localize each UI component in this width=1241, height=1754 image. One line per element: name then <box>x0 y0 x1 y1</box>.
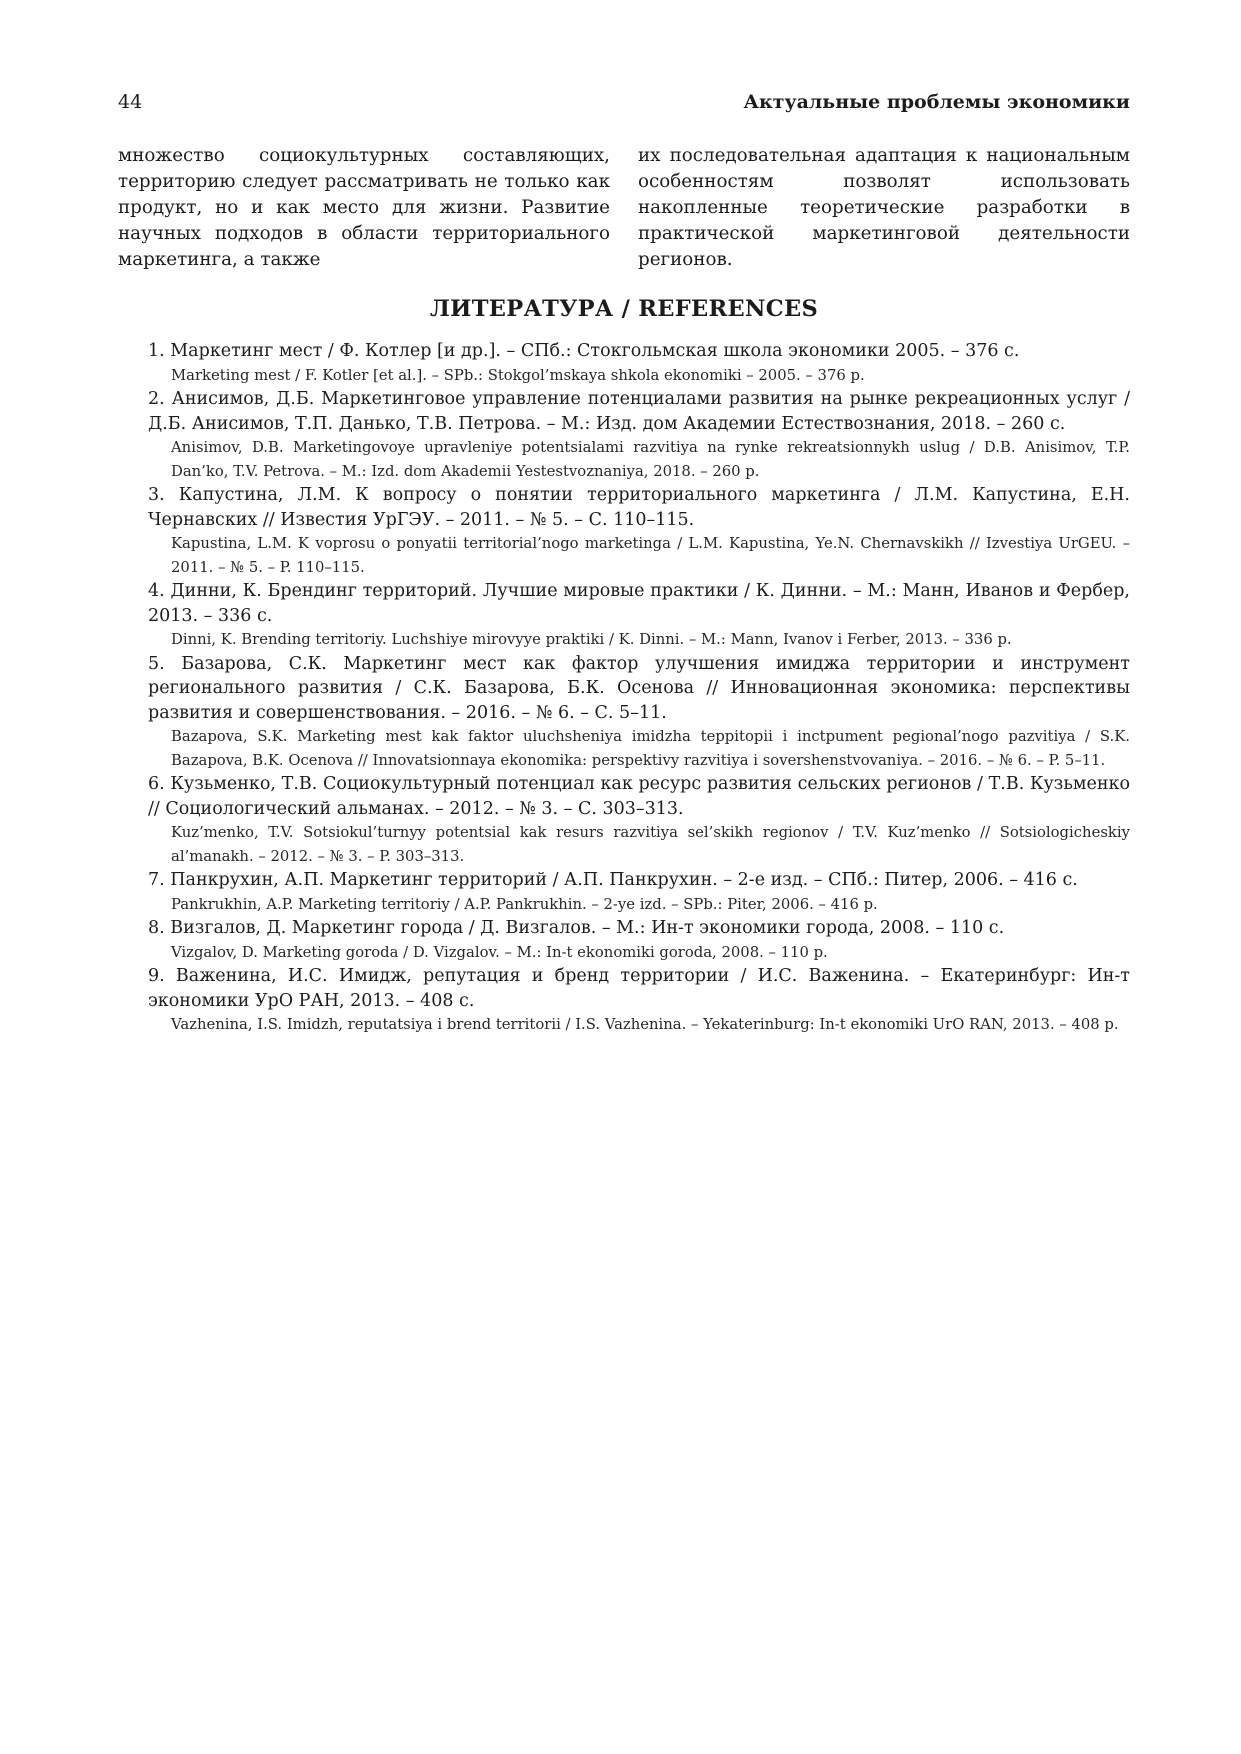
reference-item-5 <box>148 652 1130 773</box>
reference-en: Bazapova, S.K. Marketing mest kak faktor uluchsheniya imidzha teppitopii i inctpument pegional’nogo pazvitiya / S.K. Bazapova, B.K. Ocenova // Innovatsionnaya ekonomika: perspektivy razvitiya i sovershenstvovaniya. – 2016. – № 6. – P. 5–11. <box>171 728 1130 769</box>
page-number: 44 <box>118 91 143 113</box>
reference-item-7 <box>148 868 1130 916</box>
reference-en: Vazhenina, I.S. Imidzh, reputatsiya i brend territorii / I.S. Vazhenina. – Yekaterinburg: In-t ekonomiki UrO RAN, 2013. – 408 p. <box>171 1016 1119 1033</box>
running-header <box>118 88 1130 116</box>
reference-item-1 <box>148 339 1130 387</box>
document-page <box>118 0 1130 1754</box>
reference-item-4 <box>148 579 1130 652</box>
reference-ru: 1. Маркетинг мест / Ф. Котлер [и др.]. – СПб.: Стокгольмская школа экономики 2005. – 376 с. <box>148 341 1020 361</box>
reference-en: Vizgalov, D. Marketing goroda / D. Vizgalov. – M.: In-t ekonomiki goroda, 2008. – 110 p. <box>171 943 828 961</box>
references-heading: ЛИТЕРАТУРА / REFERENCES <box>429 296 818 322</box>
reference-item-2 <box>148 387 1130 483</box>
reference-ru: 2. Анисимов, Д.Б. Маркетинговое управление потенциалами развития на рынке рекреационных услуг / Д.Б. Анисимов, Т.П. Данько, Т.В. Петрова. – М.: Изд. дом Академии Естествознания, 2018. – 260 с. <box>148 389 1130 434</box>
reference-en: Kuz’menko, T.V. Sotsiokul’turnyy potentsial kak resurs razvitiya sel’skikh regionov / T.V. Kuz’menko // Sotsiologicheskiy al’manakh. – 2012. – № 3. – P. 303–313. <box>171 824 1130 865</box>
reference-item-9 <box>148 964 1130 1037</box>
reference-item-3 <box>148 483 1130 579</box>
reference-item-8 <box>148 916 1130 964</box>
reference-ru: 9. Важенина, И.С. Имидж, репутация и бренд территории / И.С. Важенина. – Екатеринбург: Ин-т экономики УрО РАН, 2013. – 408 с. <box>148 966 1130 1011</box>
reference-ru: 4. Динни, К. Брендинг территорий. Лучшие мировые практики / К. Динни. – М.: Манн, Иванов и Фербер, 2013. – 336 с. <box>148 581 1130 626</box>
reference-en: Pankrukhin, A.P. Marketing territoriy / A.P. Pankrukhin. – 2-ye izd. – SPb.: Piter, 2006. – 416 p. <box>171 895 878 913</box>
reference-ru: 7. Панкрухин, А.П. Маркетинг территорий / А.П. Панкрухин. – 2-е изд. – СПб.: Питер, 2006. – 416 с. <box>148 870 1078 890</box>
reference-en: Dinni, K. Brending territoriy. Luchshiye mirovyye praktiki / K. Dinni. – M.: Mann, Ivanov i Ferber, 2013. – 336 p. <box>171 631 1012 648</box>
reference-en: Kapustina, L.M. K voprosu o ponyatii territorial’nogo marketinga / L.M. Kapustina, Ye.N. Chernavskikh // Izvestiya UrGEU. – 2011. – № 5. – P. 110–115. <box>171 535 1130 576</box>
reference-ru: 3. Капустина, Л.М. К вопросу о понятии территориального маркетинга / Л.М. Капустина, Е.Н. Чернавских // Известия УрГЭУ. – 2011. – № 5. – С. 110–115. <box>148 485 1130 530</box>
reference-en: Anisimov, D.B. Marketingovoye upravleniye potentsialami razvitiya na rynke rekreatsionnykh uslug / D.B. Anisimov, T.P. Dan’ko, T.V. Petrova. – M.: Izd. dom Akademii Yestestvoznaniya, 2018. – 260 p. <box>171 439 1130 480</box>
reference-en: Marketing mest / F. Kotler [et al.]. – SPb.: Stokgol’mskaya shkola ekonomiki – 2005. – 376 p. <box>171 366 865 384</box>
journal-title: Актуальные проблемы экономики <box>743 91 1130 113</box>
reference-ru: 8. Визгалов, Д. Маркетинг города / Д. Визгалов. – М.: Ин-т экономики города, 2008. – 110 с. <box>148 918 1005 938</box>
reference-ru: 6. Кузьменко, Т.В. Социокультурный потенциал как ресурс развития сельских регионов / Т.В. Кузьменко // Социологический альманах. – 2012. – № 3. – С. 303–313. <box>148 774 1130 819</box>
left-column-text: множество социокультурных составляющих, территорию следует рассматривать не только как продукт, но и как место для жизни. Развитие научных подходов в области территориального маркетинга, а также <box>118 145 610 270</box>
reference-list <box>148 339 1130 1037</box>
body-text <box>118 143 1130 273</box>
right-column-text: их последовательная адаптация к национальным особенностям позволят использовать накопленные теоретические разработки в практической маркетинговой деятельности регионов. <box>638 145 1130 270</box>
reference-ru: 5. Базарова, С.К. Маркетинг мест как фактор улучшения имиджа территории и инструмент регионального развития / С.К. Базарова, Б.К. Осенова // Инновационная экономика: перспективы развития и совершенствования. – 2016. – № 6. – С. 5–11. <box>148 653 1130 723</box>
reference-item-6 <box>148 772 1130 868</box>
